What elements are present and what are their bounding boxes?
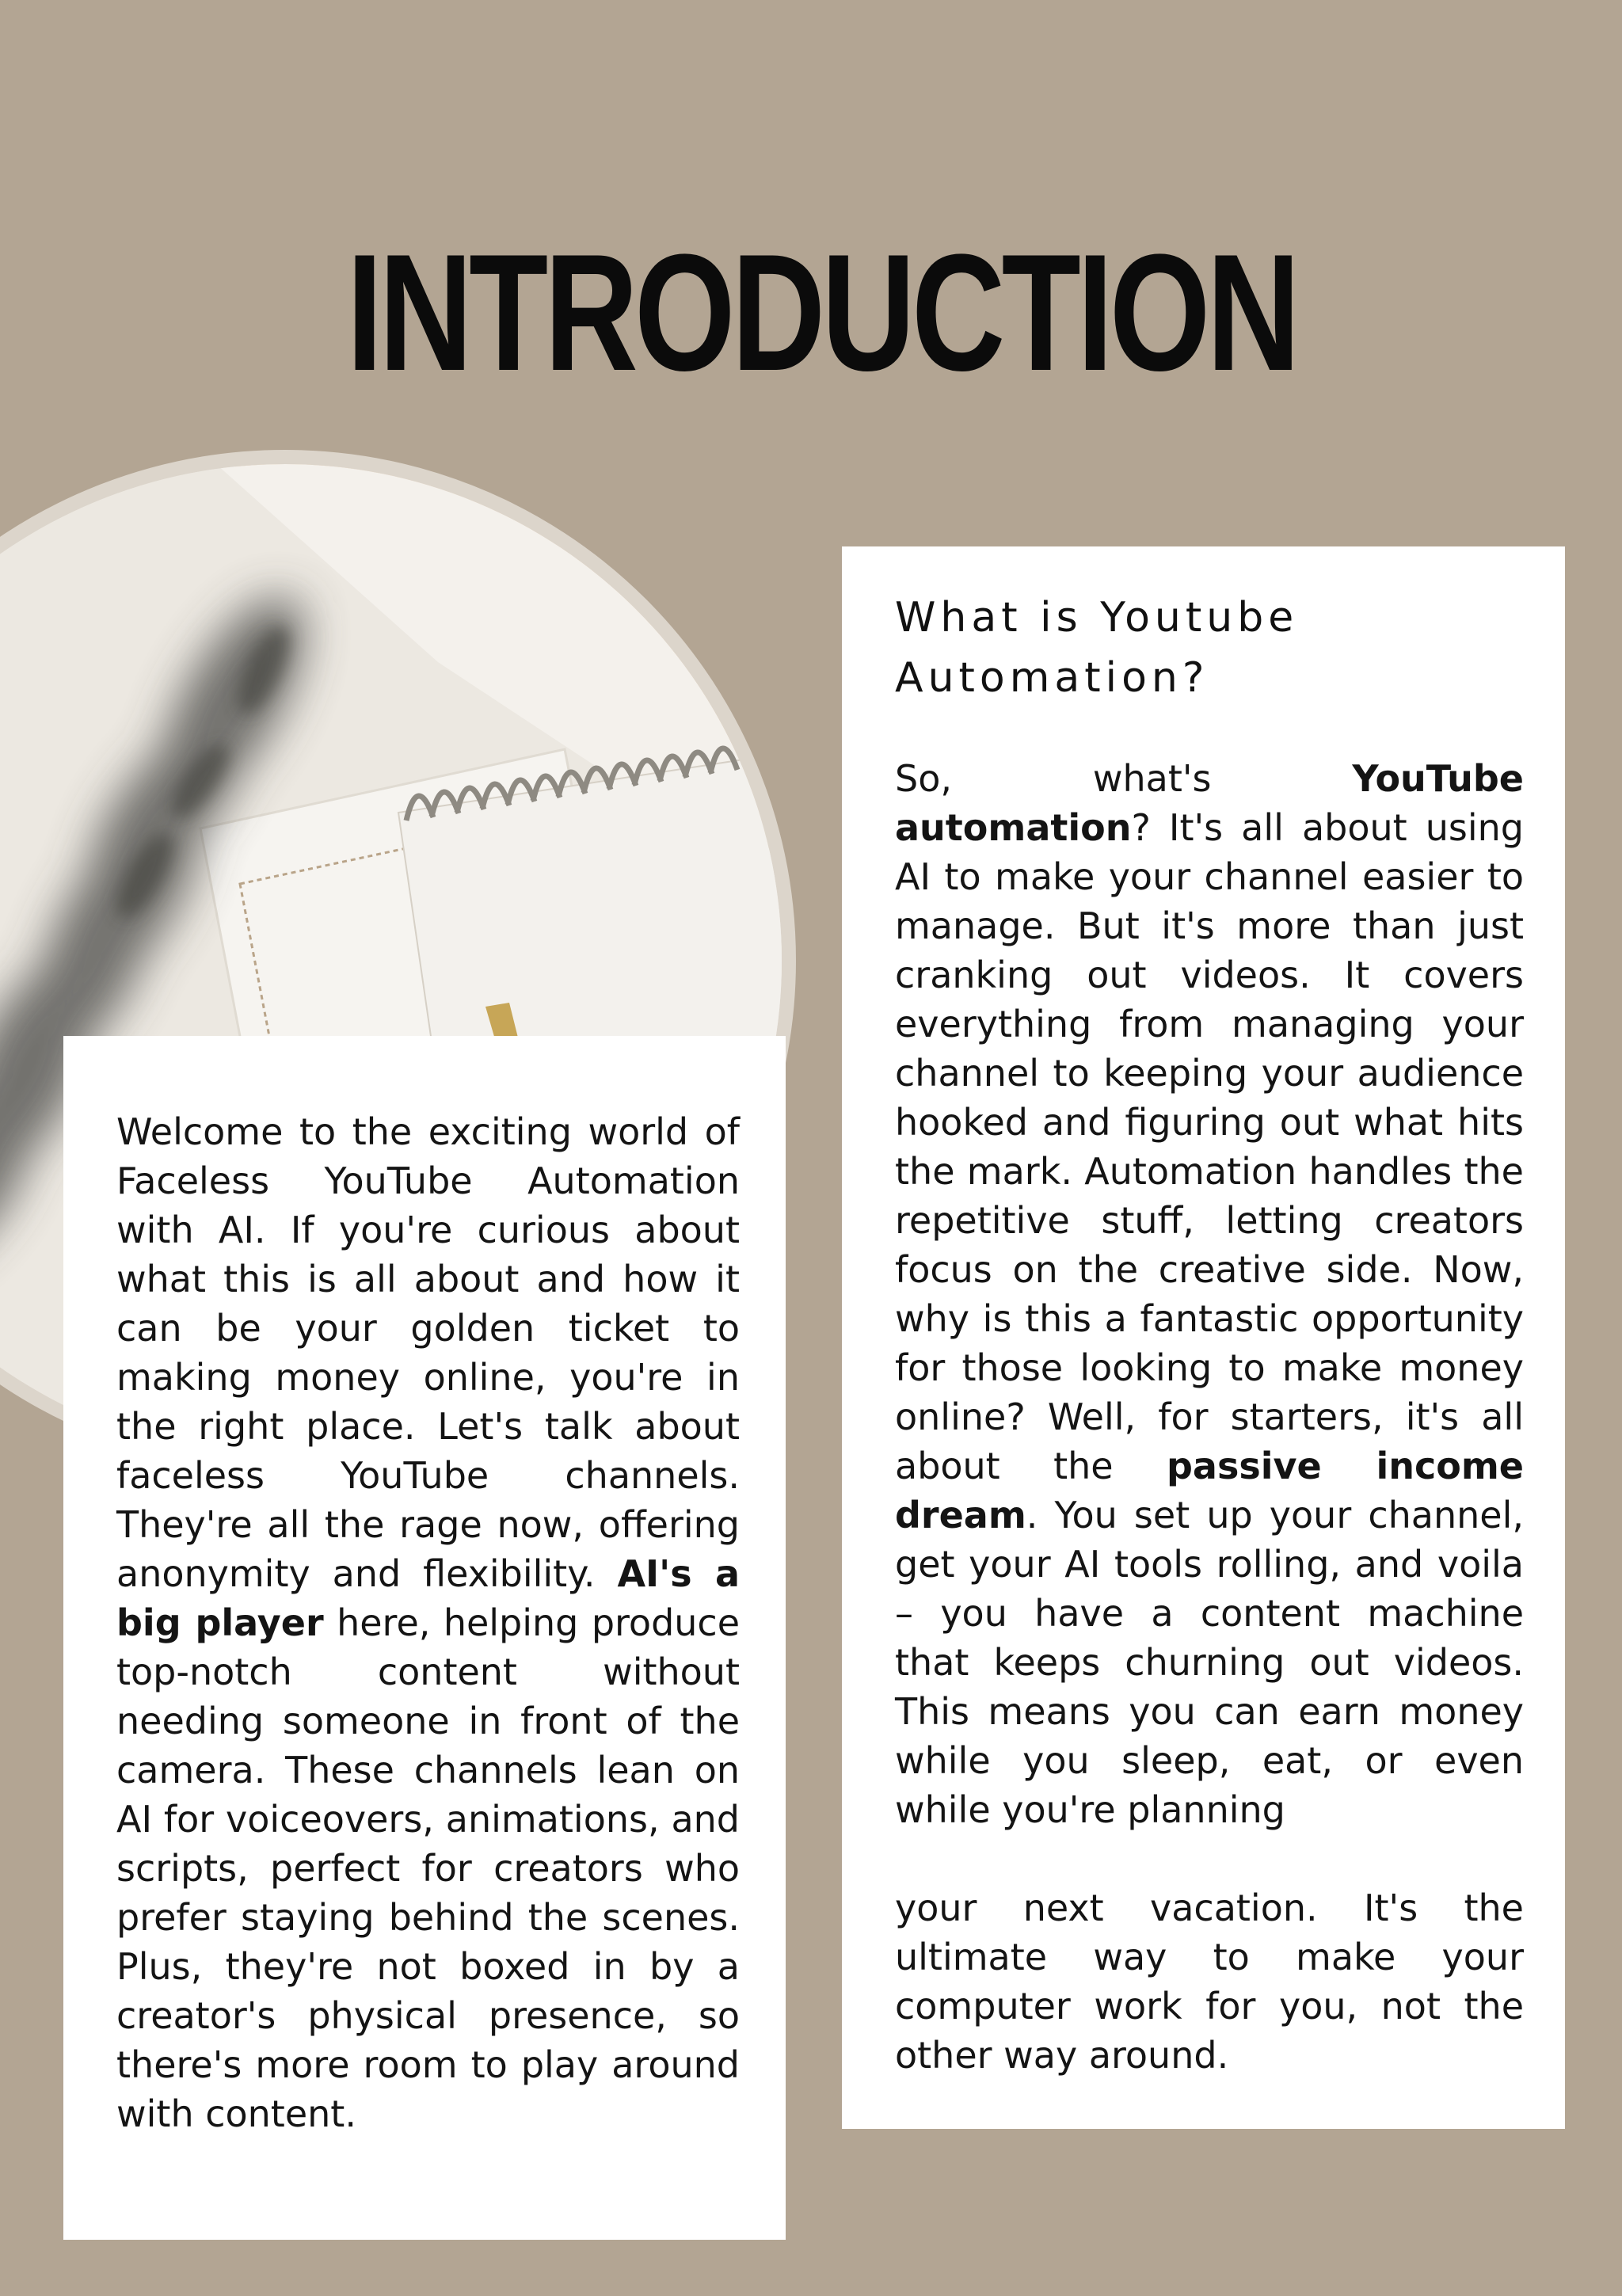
page-title: INTRODUCTION: [346, 219, 1297, 406]
paragraph-text: Welcome to the exciting world of Faceless YouTube Automation with AI. If you're curious about what this is all about and how it can be your golden ticket to making money online, you're in the right place. Let's talk about faceless YouTube channels. They're all the rage now, offering anonymity and flexibility.: [116, 1110, 740, 1595]
paragraph-text: So, what's: [895, 757, 1353, 800]
paragraph-text: here, helping produce top-notch content without needing someone in front of the camera. These channels lean on AI for voiceovers, animations, and scripts, perfect for creators who prefer staying behind the scenes. Plus, they're not boxed in by a creator's physical presence, so there's more room to play around with content.: [116, 1601, 741, 2135]
highlight-ai-big-player: AI's a big player: [116, 1552, 740, 1644]
highlight-youtube-automation: YouTube automation: [895, 757, 1524, 849]
paragraph-gap: [895, 1834, 1524, 1883]
section-paragraph-1: [895, 754, 1524, 1834]
paragraph-text: . You set up your channel, get your AI tools rolling, and voila – you have a content machine that keeps churning out videos. This means you can earn money while you sleep, eat, or even while you're planning: [895, 1494, 1524, 1831]
welcome-card: [63, 1036, 786, 2240]
youtube-automation-card: [842, 546, 1565, 2129]
highlight-passive-income: passive income dream: [895, 1445, 1524, 1536]
paragraph-text: ? It's all about using AI to make your channel easier to manage. But it's more than just cranking out videos. It covers everything from managing your channel to keeping your audience hooked and figuring out what hits the mark. Automation handles the repetitive stuff, letting creators focus on the creative side. Now, why is this a fantastic opportunity for those looking to make money online? Well, for starters, it's all about the: [895, 806, 1524, 1487]
section-paragraph-2: your next vacation. It's the ultimate way to make your computer work for you, not the other way around.: [895, 1887, 1524, 2077]
section-heading: What is Youtube Automation?: [895, 594, 1299, 702]
welcome-paragraph: [116, 1107, 740, 2138]
